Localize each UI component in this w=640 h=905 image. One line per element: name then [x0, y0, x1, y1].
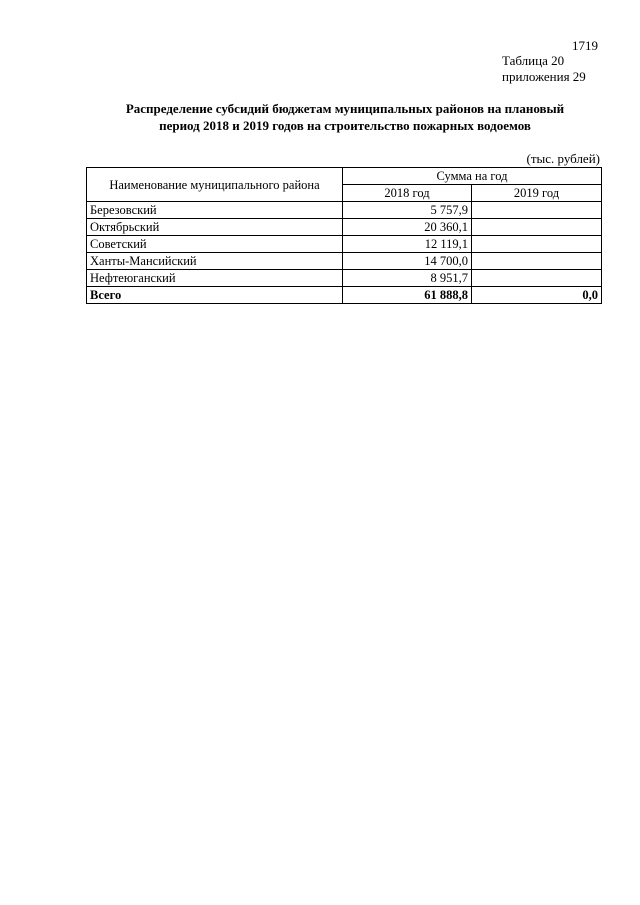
total-label-cell: Всего: [87, 287, 343, 304]
table-row: [87, 270, 602, 287]
amount-2018-cell: 5 757,9: [343, 202, 472, 219]
table-row: [87, 219, 602, 236]
page-number: 1719: [572, 38, 598, 53]
amount-2019-cell: [472, 236, 602, 253]
subsidy-table: [86, 167, 602, 304]
year-2019-header: 2019 год: [472, 185, 602, 202]
document-title: [90, 100, 600, 134]
district-name-cell: Ханты-Мансийский: [87, 253, 343, 270]
amount-2018-cell: 20 360,1: [343, 219, 472, 236]
table-row: [87, 202, 602, 219]
amount-2018-cell: 14 700,0: [343, 253, 472, 270]
table-reference-line2: приложения 29: [502, 69, 586, 84]
sum-per-year-header: Сумма на год: [343, 168, 602, 185]
amount-2018-cell: 12 119,1: [343, 236, 472, 253]
amount-2019-cell: [472, 270, 602, 287]
table-row: [87, 253, 602, 270]
district-name-cell: Нефтеюганский: [87, 270, 343, 287]
document-title-line2: период 2018 и 2019 годов на строительство пожарных водоемов: [159, 118, 531, 133]
document-title-line1: Распределение субсидий бюджетам муниципальных районов на плановый: [125, 101, 565, 116]
district-name-cell: Октябрьский: [87, 219, 343, 236]
table-header-row: [87, 168, 602, 185]
table-total-row: [87, 287, 602, 304]
district-name-cell: Советский: [87, 236, 343, 253]
amount-2019-cell: [472, 202, 602, 219]
table-reference: [502, 53, 586, 85]
district-name-cell: Березовский: [87, 202, 343, 219]
amount-2019-cell: [472, 253, 602, 270]
total-2019-cell: 0,0: [472, 287, 602, 304]
total-2018-cell: 61 888,8: [343, 287, 472, 304]
units-label: (тыс. рублей): [526, 151, 600, 166]
amount-2019-cell: [472, 219, 602, 236]
amount-2018-cell: 8 951,7: [343, 270, 472, 287]
year-2018-header: 2018 год: [343, 185, 472, 202]
table-reference-line1: Таблица 20: [502, 53, 565, 68]
district-name-header: Наименование муниципального района: [87, 168, 343, 202]
table-row: [87, 236, 602, 253]
